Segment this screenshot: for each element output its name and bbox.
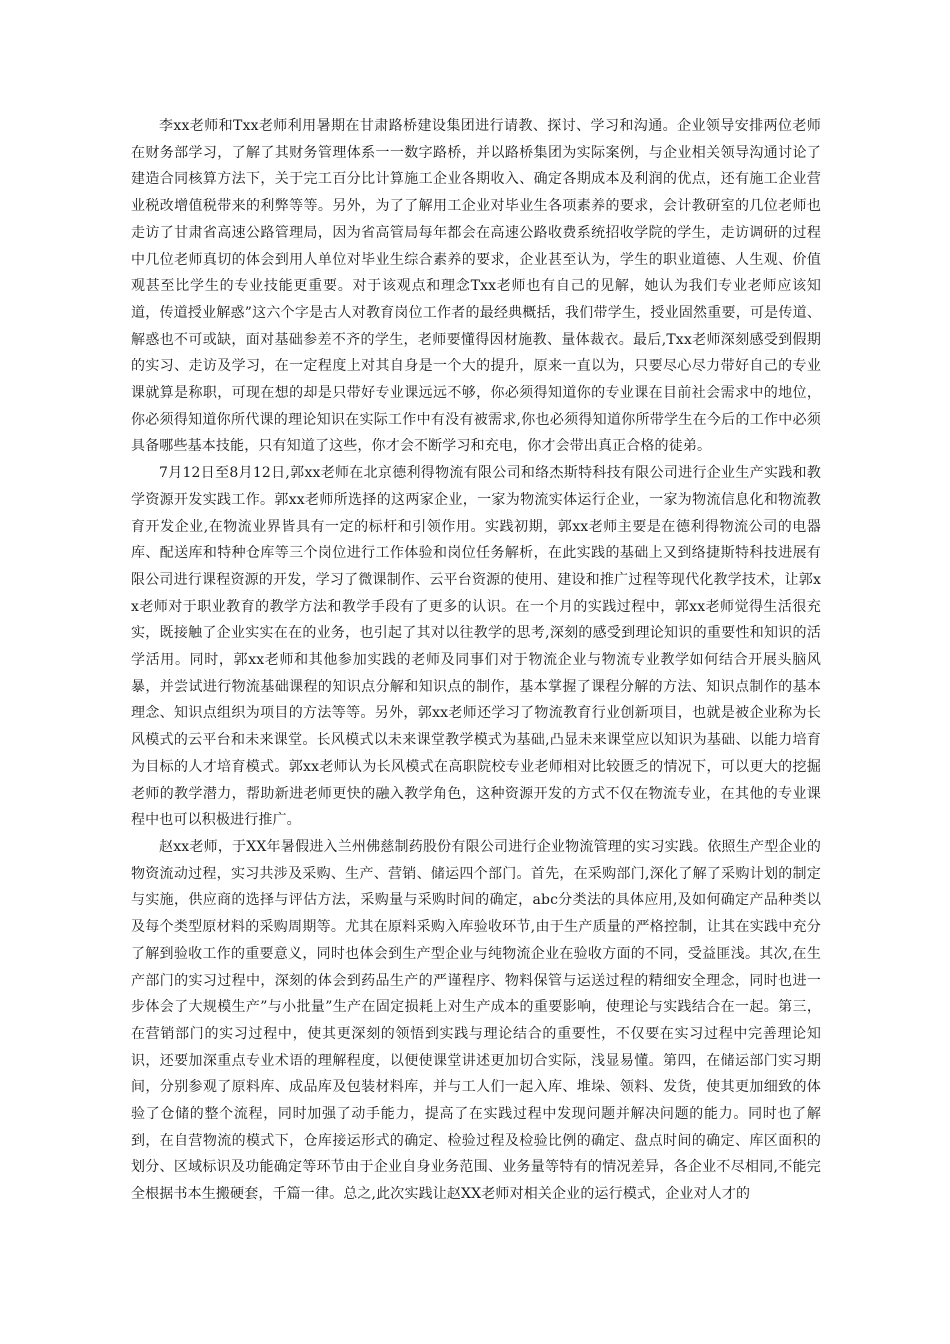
paragraph-guo-logistics-practice: 7月12日至8月12日,郭xx老师在北京德利得物流有限公司和络杰斯特科技有限公司进行企业生产实践和教学资源开发实践工作。郭xx老师所选择的这两家企业，一家为物流实体运行企业，一家为物流信息化和物流教育开发企业,在物流业界皆具有一定的标杆和引领作用。实践初期，郭xx老师主要是在德利得物流公司的电器库、配送库和特种仓库等三个岗位进行工作体验和岗位任务解析，在此实践的基础上又到络捷斯特科技进展有限公司进行课程资源的开发，学习了微课制作、云平台资源的使用、建设和推广过程等现代化教学技术，让郭xx老师对于职业教育的教学方法和教学手段有了更多的认识。在一个月的实践过程中，郭xx老师觉得生活很充实，既接触了企业实实在在的业务，也引起了其对以往教学的思考,深刻的感受到理论知识的重要性和知识的活学活用。同时，郭xx老师和其他参加实践的老师及同事们对于物流企业与物流专业教学如何结合开展头脑风暴，并尝试进行物流基础课程的知识点分解和知识点的制作，基本掌握了课程分解的方法、知识点制作的基本理念、知识点组织为项目的方法等等。另外，郭xx老师还学习了物流教育行业创新项目，也就是被企业称为长风模式的云平台和未来课堂。长风模式以未来课堂教学模式为基础,凸显未来课堂应以知识为基础、以能力培育为目标的人才培育模式。郭xx老师认为长风模式在高职院校专业老师相对比较匮乏的情况下，可以更大的挖掘老师的教学潜力，帮助新进老师更快的融入教学角色，这种资源开发的方式不仅在物流专业，在其他的专业课程中也可以积极进行推广。 <box>131 465 821 829</box>
document-page <box>131 113 821 1208</box>
paragraph-zhao-pharma-practice: 赵xx老师，于XX年暑假进入兰州佛慈制药股份有限公司进行企业物流管理的实习实践。依照生产型企业的物资流动过程，实习共涉及采购、生产、营销、储运四个部门。首先，在采购部门,深化了解了采购计划的制定与实施，供应商的选择与评估方法，采购量与采购时间的确定，abc分类法的具体应用,及如何确定产品种类以及每个类型原材料的采购周期等。尤其在原料采购入库验收环节,由于生产质量的严格控制，让其在实践中充分了解到验收工作的重要意义，同时也体会到生产型企业与纯物流企业在验收方面的不同，受益匪浅。其次,在生产部门的实习过程中，深刻的体会到药品生产的严谨程序、物料保管与运送过程的精细安全理念，同时也进一步体会了大规模生产”与小批量”生产在固定损耗上对生产成本的重要影响，使理论与实践结合在一起。第三，在营销部门的实习过程中，使其更深刻的领悟到实践与理论结合的重要性，不仅要在实习过程中完善理论知识，还要加深重点专业术语的理解程度，以便使课堂讲述更加切合实际，浅显易懂。第四，在储运部门实习期间，分别参观了原料库、成品库及包装材料库，并与工人们一起入库、堆垛、领料、发货，使其更加细致的体验了仓储的整个流程，同时加强了动手能力，提高了在实践过程中发现问题并解决问题的能力。同时也了解到，在自营物流的模式下，仓库接运形式的确定、检验过程及检验比例的确定、盘点时间的确定、库区面积的划分、区域标识及功能确定等环节由于企业自身业务范围、业务量等特有的情况差异，各企业不尽相同,不能完全根据书本生搬硬套，千篇一律。总之,此次实践让赵XX老师对相关企业的运行模式，企业对人才的 <box>131 838 821 1203</box>
paragraph-li-txx-internship: 李xx老师和Txx老师利用暑期在甘肃路桥建设集团进行请教、探讨、学习和沟通。企业领导安排两位老师在财务部学习，了解了其财务管理体系一一数字路桥，并以路桥集团为实际案例，与企业相关领导沟通讨论了建造合同核算方法下，关于完工百分比计算施工企业各期收入、确定各期成本及利润的优点，还有施工企业营业税改增值税带来的利弊等等。另外，为了了解用工企业对毕业生各项素养的要求，会计教研室的几位老师也走访了甘肃省高速公路管理局，因为省高管局每年都会在高速公路收费系统招收学院的学生，走访调研的过程中几位老师真切的体会到用人单位对毕业生综合素养的要求，企业甚至认为，学生的职业道德、人生观、价值观甚至比学生的专业技能更重要。对于该观点和理念Txx老师也有自己的见解，她认为我们专业老师应该知道，传道授业解惑”这六个字是古人对教育岗位工作者的最经典概括，我们带学生，授业固然重要，可是传道、解惑也不可或缺，面对基础参差不齐的学生，老师要懂得因材施教、量体裁衣。最后,Txx老师深刻感受到假期的实习、走访及学习，在一定程度上对其自身是一个大的提升，原来一直以为，只要尽心尽力带好自己的专业课就算是称职，可现在想的却是只带好专业课远远不够，你必须得知道你的专业课在目前社会需求中的地位，你必须得知道你所代课的理论知识在实际工作中有没有被需求,你也必须得知道你所带学生在今后的工作中必须具备哪些基本技能，只有知道了这些，你才会不断学习和充电，你才会带出真正合格的徒弟。 <box>131 118 821 455</box>
